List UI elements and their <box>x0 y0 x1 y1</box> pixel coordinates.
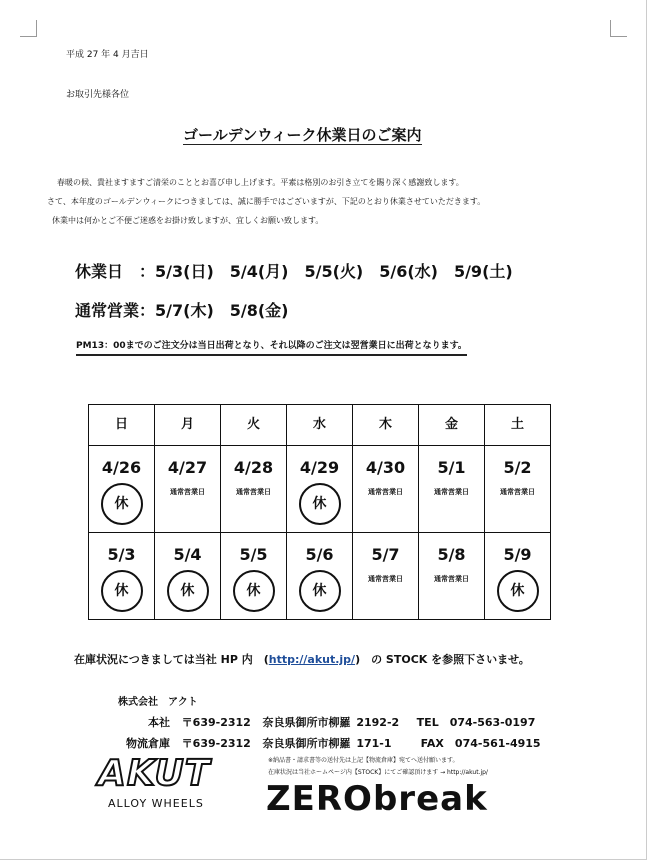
holidays-days: 5/3(日) 5/4(月) 5/5(火) 5/6(水) 5/9(土) <box>155 262 513 281</box>
company-name: 株式会社 アクト <box>118 697 198 708</box>
open-label: 通常営業日 <box>236 488 271 496</box>
wh-fax: FAX 074-561-4915 <box>420 737 541 750</box>
open-label: 通常営業日 <box>500 488 535 496</box>
calendar-day <box>155 533 221 620</box>
day-date: 5/4 <box>173 545 202 564</box>
hq-zip: 〒639-2312 <box>181 716 251 729</box>
addressee: お取引先様各位 <box>66 90 130 100</box>
business-label: 通常営業： <box>75 301 156 320</box>
calendar-header: 月 <box>155 405 221 446</box>
calendar-header: 日 <box>89 405 155 446</box>
day-date: 5/6 <box>305 545 334 564</box>
hq-label: 本社 <box>148 716 170 729</box>
calendar-day <box>287 533 353 620</box>
day-date: 4/29 <box>299 458 340 477</box>
day-date: 4/27 <box>167 458 208 477</box>
stock-link[interactable]: http://akut.jp/ <box>268 653 356 666</box>
shipping-notice: PM13：00までのご注文分は当日出荷となり、それ以降のご注文は翌営業日に出荷となります。 <box>76 341 467 356</box>
warehouse-address <box>118 737 541 750</box>
zerobreak-logo: ZERObreak <box>266 779 488 819</box>
calendar-day <box>221 533 287 620</box>
open-label: 通常営業日 <box>434 575 469 583</box>
day-date: 5/9 <box>503 545 532 564</box>
day-date: 5/5 <box>239 545 268 564</box>
page-title: ゴールデンウィーク休業日のご案内 <box>183 126 422 144</box>
business-line <box>75 301 289 320</box>
calendar-day <box>419 533 485 620</box>
footnote: 在庫状況は当社ホームページ内【STOCK】にてご確認頂けます → http://akut.jp/ <box>268 769 488 776</box>
hq-tel: TEL 074-563-0197 <box>416 716 536 729</box>
open-label: 通常営業日 <box>434 488 469 496</box>
closed-badge: 休 <box>167 570 209 612</box>
wh-addr: 奈良県御所市柳羅 171-1 <box>262 737 392 750</box>
calendar-table <box>88 404 551 620</box>
calendar-day <box>89 446 155 533</box>
open-label: 通常営業日 <box>368 575 403 583</box>
intro-line: さて、本年度のゴールデンウィークにつきましては、誠に勝手ではございますが、下記のとおり休業させていただきます。 <box>47 197 486 206</box>
holidays-label: 休業日 ： <box>75 262 156 281</box>
calendar-day <box>221 446 287 533</box>
intro-line: 春暖の候、貴社ますますご清栄のこととお喜び申し上げます。平素は格別のお引き立てを賜り深く感謝致します。 <box>57 178 464 187</box>
business-days: 5/7(木) 5/8(金) <box>155 301 289 320</box>
calendar-header: 金 <box>419 405 485 446</box>
intro-line: 休業中は何かとご不便ご迷惑をお掛け致しますが、宜しくお願い致します。 <box>52 216 324 225</box>
stock-pre: 在庫状況につきましては当社 HP 内 ( <box>74 653 269 666</box>
crop-mark <box>20 20 37 37</box>
closed-badge: 休 <box>233 570 275 612</box>
day-date: 4/28 <box>233 458 274 477</box>
closed-badge: 休 <box>299 570 341 612</box>
holidays-line <box>75 262 513 281</box>
day-date: 5/2 <box>503 458 532 477</box>
stock-post: ) の STOCK を参照下さいませ。 <box>355 653 530 666</box>
footnote: ※納品書・請求書等の送付先は上記【物流倉庫】宛てへ送付願います。 <box>268 757 459 764</box>
calendar-day <box>155 446 221 533</box>
calendar-day <box>419 446 485 533</box>
closed-badge: 休 <box>299 483 341 525</box>
day-date: 5/8 <box>437 545 466 564</box>
stock-line <box>74 653 530 666</box>
crop-mark <box>610 20 627 37</box>
calendar-header: 土 <box>485 405 551 446</box>
calendar-day <box>89 533 155 620</box>
calendar-header: 木 <box>353 405 419 446</box>
day-date: 5/7 <box>371 545 400 564</box>
wh-label: 物流倉庫 <box>126 737 170 750</box>
day-date: 5/1 <box>437 458 466 477</box>
akut-logo-subtitle: ALLOY WHEELS <box>108 797 204 810</box>
closed-badge: 休 <box>101 570 143 612</box>
calendar-header: 火 <box>221 405 287 446</box>
closed-badge: 休 <box>497 570 539 612</box>
day-date: 4/26 <box>101 458 142 477</box>
open-label: 通常営業日 <box>368 488 403 496</box>
hq-addr: 奈良県御所市柳羅 2192-2 <box>262 716 400 729</box>
wh-zip: 〒639-2312 <box>181 737 251 750</box>
open-label: 通常営業日 <box>170 488 205 496</box>
day-date: 4/30 <box>365 458 406 477</box>
calendar-day <box>353 446 419 533</box>
date: 平成 27 年 4 月吉日 <box>66 50 149 60</box>
calendar-day <box>485 533 551 620</box>
day-date: 5/3 <box>107 545 136 564</box>
calendar-header: 水 <box>287 405 353 446</box>
calendar-day <box>485 446 551 533</box>
akut-logo: AKUT <box>98 753 211 794</box>
calendar-day <box>353 533 419 620</box>
closed-badge: 休 <box>101 483 143 525</box>
hq-address <box>118 716 535 729</box>
calendar-day <box>287 446 353 533</box>
